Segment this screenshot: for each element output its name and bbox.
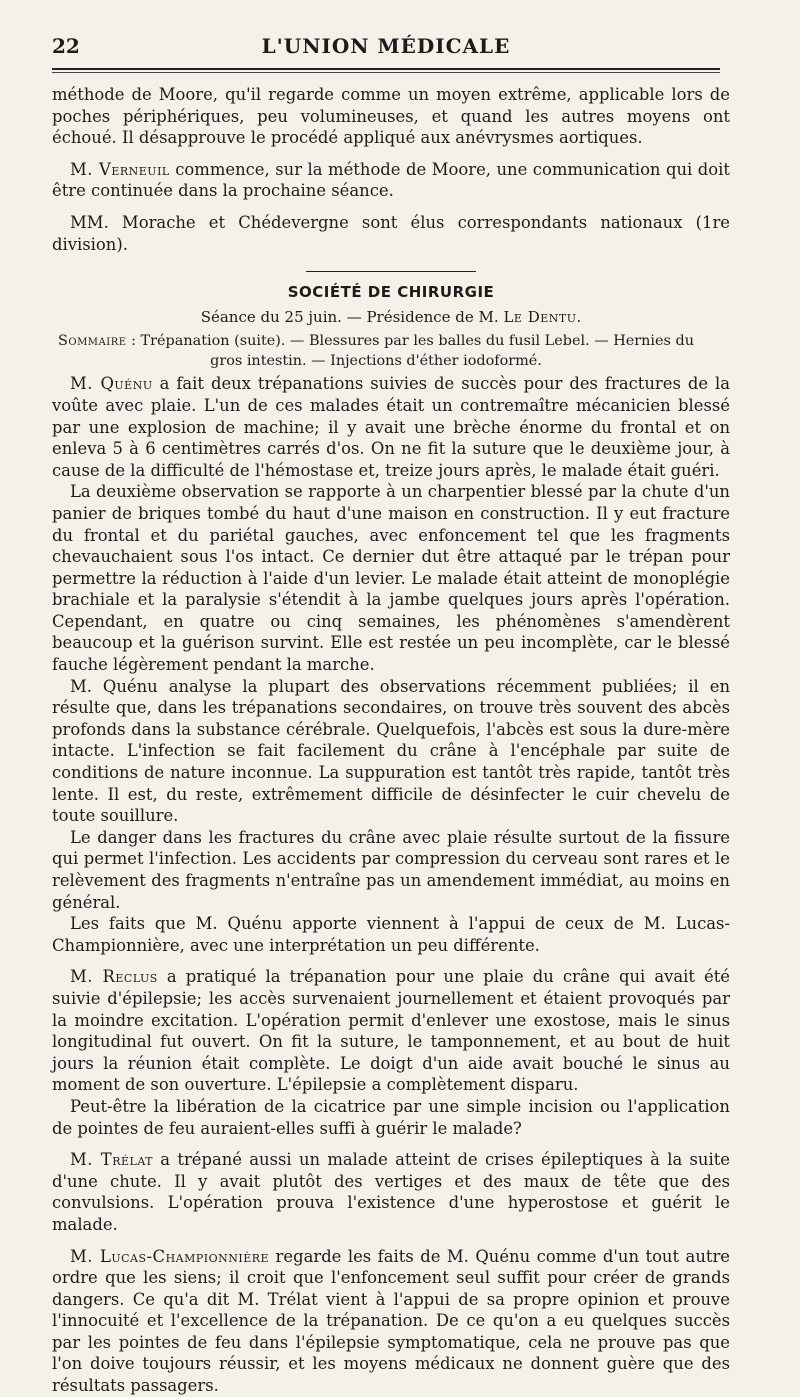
summary: [52, 331, 700, 371]
session-suffix: .: [576, 307, 582, 326]
reclus-paragraph-1: [52, 966, 730, 1096]
session-prefix: Séance du 25 juin. — Présidence de M.: [200, 307, 504, 326]
paragraph-text: a trépané aussi un malade atteint de crises épileptiques à la suite d'une chute. Il y avait plutôt des vertiges et des maux de tête que des convulsions. L'opération prouva l'existence d'une hyperostose et guérit le malade.: [52, 1150, 730, 1234]
journal-title: L'UNION MÉDICALE: [261, 34, 511, 58]
quenu-paragraph-2: La deuxième observation se rapporte à un charpentier blessé par la chute d'un panier de briques tombé du haut d'une maison en construction. Il y eut fracture du frontal et du pariétal gauches, avec enfoncement tel que les fragments chevauchaient sous l'os intact. Ce dernier dut être attaqué par le trépan pour permettre la réduction à l'aide d'un levier. Le malade était atteint de monoplégie brachiale et la paralysie s'étendit à la jambe quelques jours après l'opération. Cependant, en quatre ou cinq semaines, les phénomènes s'amendèrent beaucoup et la guérison survint. Elle est restée un peu incomplète, car le blessé fauche légèrement pendant la marche.: [52, 482, 730, 675]
quenu-paragraph-3: M. Quénu analyse la plupart des observations récemment publiées; il en résulte que, dans les trépanations secondaires, on trouve très souvent des abcès profonds dans la substance cérébrale. Quelquefois, l'abcès est sous la dure-mère intacte. L'infection se fait facilement du crâne à l'encéphale par suite de conditions de nature inconnue. La suppuration est tantôt très rapide, tantôt très lente. Il est, du reste, extrêmement difficile de désinfecter le cuir chevelu de toute souillure.: [52, 676, 730, 826]
article-body: [52, 84, 730, 1397]
trelat-paragraph: [52, 1149, 730, 1235]
speaker-name: M. Reclus: [70, 967, 158, 987]
session-line: [52, 307, 730, 329]
paragraph-text: a fait deux trépanations suivies de succès pour des fractures de la voûte avec plaie. L'un de ces malades était un contremaître mécanicien blessé par une explosion de machine; il y avait une brèche énorme du frontal et on enleva 5 à 6 centimètres carrés d'os. On ne fit la suture que le deuxième jour, à cause de la difficulté de l'hémostase et, treize jours après, le malade était guéri.: [52, 374, 730, 480]
reclus-paragraph-2: Peut-être la libération de la cicatrice par une simple incision ou l'application de pointes de feu auraient-elles suffi à guérir le malade?: [52, 1096, 730, 1138]
speaker-name: M. Quénu: [70, 374, 153, 394]
quenu-paragraph-5: Les faits que M. Quénu apporte viennent à l'appui de ceux de M. Lucas-Championnière, avec une interprétation un peu différente.: [52, 914, 730, 955]
intro-paragraph-3: MM. Morache et Chédevergne sont élus correspondants nationaux (1re division).: [52, 212, 730, 254]
header-rule-thin: [52, 72, 720, 73]
paragraph-text: a pratiqué la trépanation pour une plaie du crâne qui avait été suivie d'épilepsie; les accès survenaient journellement et étaient provoqués par la moindre excitation. L'opération permit d'enlever une exostose, mais le sinus longitudinal fut ouvert. On fit la suture, le tamponnement, et au bout de huit jours la réunion était complète. Le doigt d'un aide avait bouché le sinus au moment de son ouverture. L'épilepsie a complètement disparu.: [52, 967, 731, 1095]
quenu-paragraph-1: [52, 373, 730, 481]
paragraph-text: commence, sur la méthode de Moore, une communication qui doit être continuée dans la prochaine séance.: [52, 159, 730, 201]
page-number: 22: [52, 34, 80, 58]
header-rule: [52, 68, 720, 70]
speaker-name: M. Lucas-Championnière: [70, 1246, 270, 1266]
quenu-paragraph-4: Le danger dans les fractures du crâne avec plaie résulte surtout de la fissure qui permet l'infection. Les accidents par compression du cerveau sont rares et le relèvement des fragments n'entraîne pas un amendement immédiat, au moins en général.: [52, 827, 730, 912]
section-title: SOCIÉTÉ DE CHIRURGIE: [287, 283, 495, 302]
paragraph-text: regarde les faits de M. Quénu comme d'un tout autre ordre que les siens; il croit que l'enfoncement seul suffit pour créer de grands dangers. Ce qu'a dit M. Trélat vient à l'appui de sa propre opinion et prouve l'innocuité et l'excellence de la trépanation. De ce qu'on a eu quelques succès par les pointes de feu dans l'épilepsie symptomatique, cela ne prouve pas que l'on doive toujours réussir, et les moyens médicaux ne donnent guère que des résultats passagers.: [52, 1246, 730, 1396]
intro-paragraph-1: méthode de Moore, qu'il regarde comme un moyen extrême, applicable lors de poches périphériques, peu volumineuses, et quand les autres moyens ont échoué. Il désapprouve le procédé appliqué aux anévrysmes aortiques.: [52, 85, 730, 148]
running-head: [52, 34, 720, 62]
section-divider: [306, 271, 476, 272]
lucas-championniere-paragraph: [52, 1246, 730, 1397]
summary-label: Sommaire: [58, 333, 127, 350]
speaker-name: M. Trélat: [70, 1150, 154, 1170]
intro-paragraph-2: [52, 159, 730, 202]
speaker-name: M. Verneuil: [70, 159, 170, 179]
session-president: Le Dentu: [503, 307, 577, 326]
summary-text: : Trépanation (suite). — Blessures par les balles du fusil Lebel. — Hernies du gros intestin. — Injections d'éther iodoformé.: [126, 333, 694, 370]
